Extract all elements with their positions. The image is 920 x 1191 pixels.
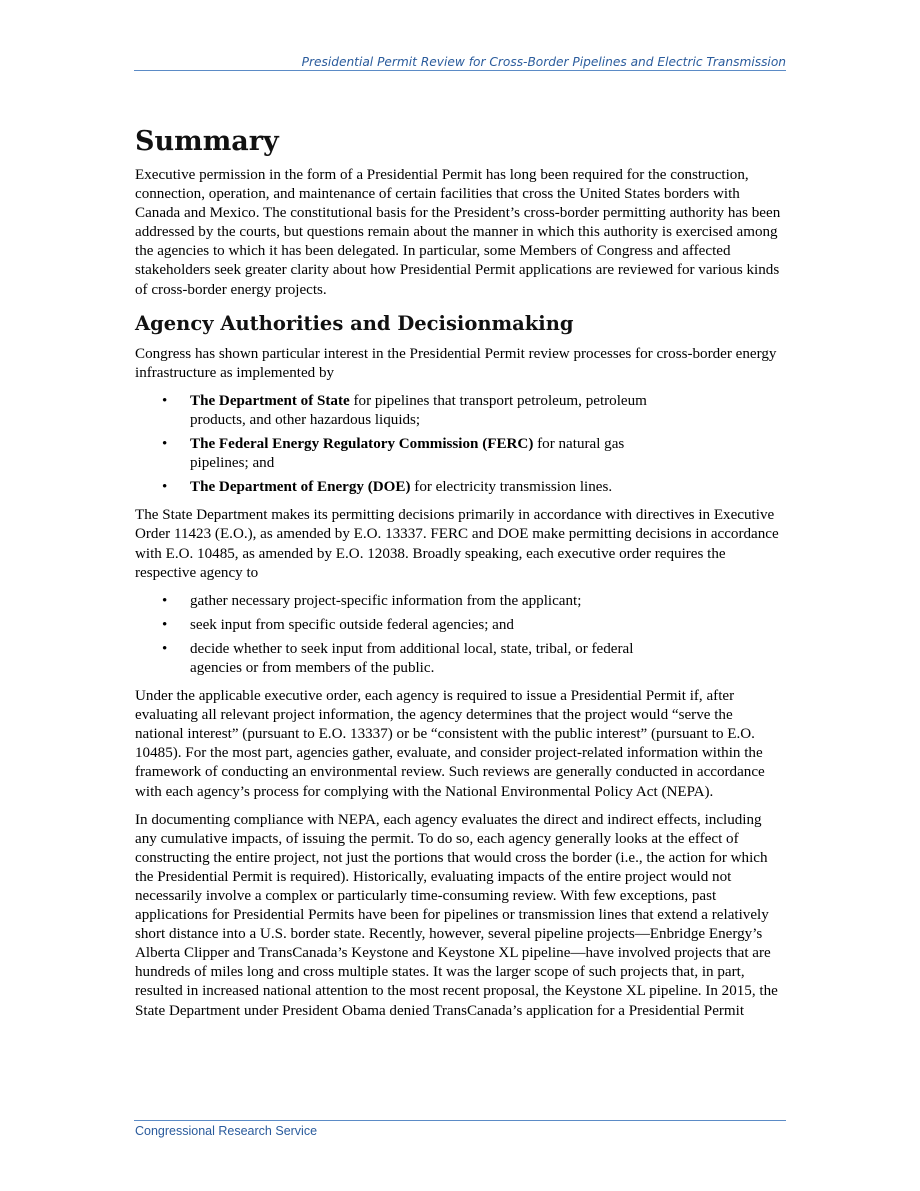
permit-criteria-paragraph: Under the applicable executive order, each agency is required to issue a Presidential Permit if, after evaluating all relevant project information, the agency determines that the project would “serve the national interest” (pursuant to E.O. 13337) or be “consistent with the public interest” (pursuant to E.O. 10485). For the most part, agencies gather, evaluate, and consider project-related information within the framework of conducting an environmental review. Such reviews are generally conducted in accordance with each agency’s process for complying with the National Environmental Policy Act (NEPA). — [135, 688, 765, 800]
requirements-list — [135, 592, 785, 678]
list-item — [135, 478, 685, 497]
header-rule — [134, 70, 786, 71]
agency-section-heading: Agency Authorities and Decisionmaking — [135, 311, 574, 335]
nepa-paragraph: In documenting compliance with NEPA, each agency evaluates the direct and indirect effects, including any cumulative impacts, of issuing the permit. To do so, each agency generally looks at the effect of constructing the entire project, not just the portions that would cross the border (i.e., the action for which the Presidential Permit is required). Historically, evaluating impacts of the entire project would not necessarily involve a complex or particularly time-consuming review. With few exceptions, past applications for Presidential Permits have been for pipelines or transmission lines that extend a relatively short distance into a U.S. border state. Recently, however, several pipeline projects—Enbridge Energy’s Alberta Clipper and TransCanada’s Keystone and Keystone XL pipeline—have involved projects that are hundreds of miles long and cross multiple states. It was the larger scope of such projects that, in part, resulted in increased national attention to the most recent proposal, the Keystone XL pipeline. In 2015, the State Department under President Obama denied TransCanada’s application for a Presidential Permit — [135, 811, 778, 1019]
page-body — [135, 124, 785, 1030]
footer-organization: Congressional Research Service — [135, 1124, 318, 1138]
list-item: • seek input from specific outside federal agencies; and — [135, 616, 685, 635]
agency-name: The Department of State — [190, 392, 350, 409]
agency-intro-paragraph: Congress has shown particular interest in the Presidential Permit review processes for cross-border energy infrastructure as implemented by — [135, 345, 777, 381]
footer-rule — [134, 1120, 786, 1121]
agency-scope: for electricity transmission lines. — [410, 479, 613, 496]
agency-name: The Department of Energy (DOE) — [190, 479, 411, 496]
agency-scope: for natural gas pipelines; and — [190, 436, 625, 472]
summary-paragraph: Executive permission in the form of a Presidential Permit has long been required for the construction, connection, operation, and maintenance of certain facilities that cross the United States borders with Canada and Mexico. The constitutional basis for the President’s cross-border permitting authority has been addressed by the courts, but questions remain about the manner in which this authority is exercised among the agencies to which it has been delegated. In particular, some Members of Congress and affected stakeholders seek greater clarity about how Presidential Permit applications are reviewed for various kinds of cross-border energy projects. — [135, 167, 781, 298]
summary-title: Summary — [135, 126, 279, 157]
list-item: • gather necessary project-specific information from the applicant; — [135, 592, 685, 611]
list-item — [135, 435, 685, 473]
agency-name: The Federal Energy Regulatory Commission (FERC) — [190, 436, 534, 453]
running-header: Presidential Permit Review for Cross-Border Pipelines and Electric Transmission — [301, 55, 786, 69]
list-item: • decide whether to seek input from additional local, state, tribal, or federal agencies or from members of the public. — [135, 640, 685, 678]
executive-order-paragraph: The State Department makes its permitting decisions primarily in accordance with directives in Executive Order 11423 (E.O.), as amended by E.O. 13337. FERC and DOE make permitting decisions in accordance with E.O. 10485, as amended by E.O. 12038. Broadly speaking, each executive order requires the respective agency to — [135, 507, 779, 581]
list-item — [135, 392, 685, 430]
agency-scope: for pipelines that transport petroleum, petroleum products, and other hazardous liquids; — [190, 392, 647, 428]
agency-list — [135, 392, 785, 497]
